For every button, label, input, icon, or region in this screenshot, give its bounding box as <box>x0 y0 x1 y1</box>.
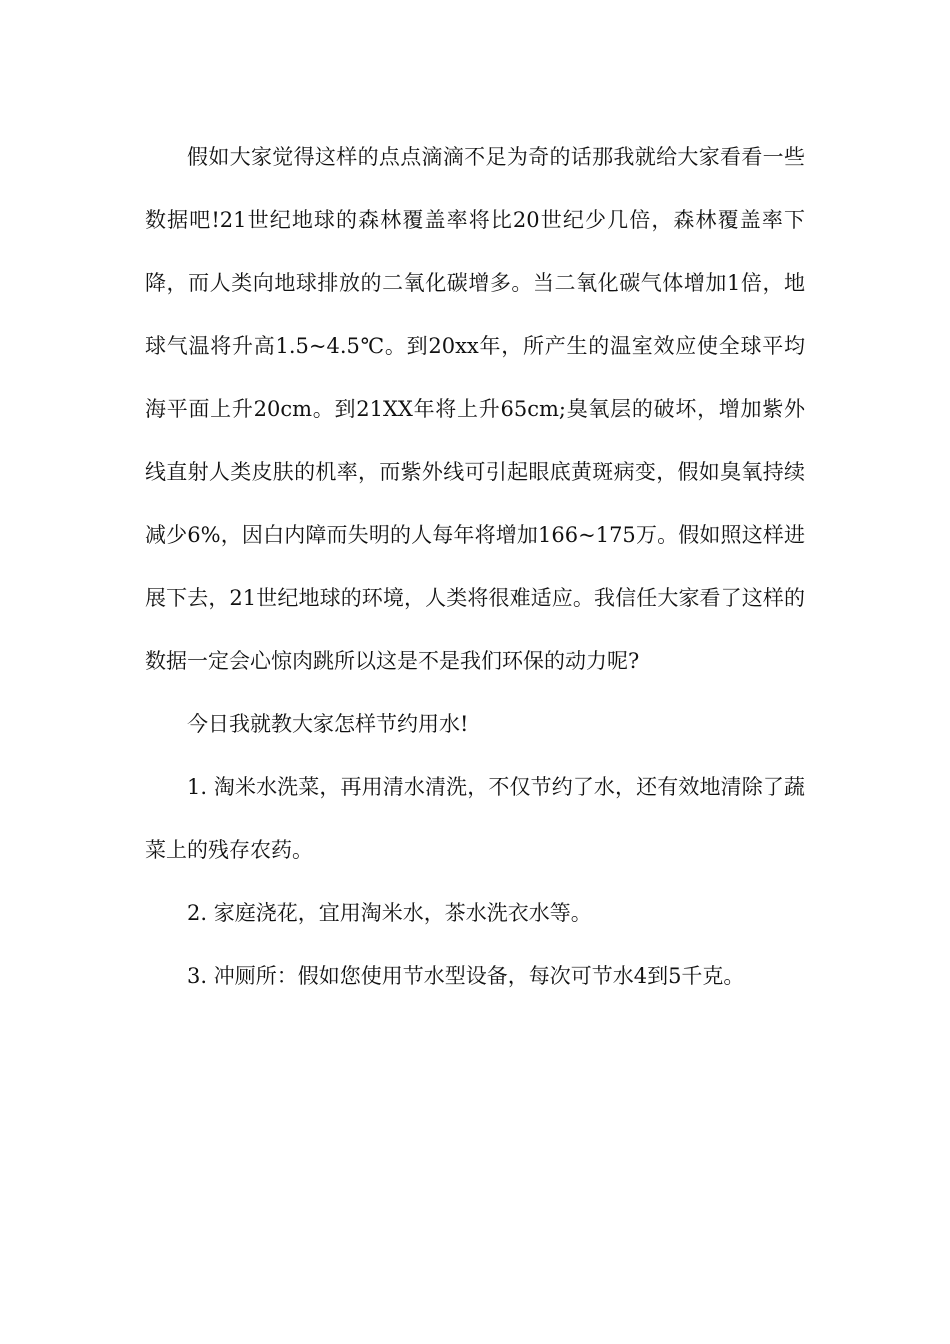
list-item-watering-flowers: 2. 家庭浇花，宜用淘米水，茶水洗衣水等。 <box>187 901 592 925</box>
list-item-toilet-flushing: 3. 冲厕所：假如您使用节水型设备，每次可节水4到5千克。 <box>187 964 745 988</box>
document-body <box>145 126 805 1008</box>
paragraph-data-intro: 假如大家觉得这样的点点滴滴不足为奇的话那我就给大家看看一些数据吧!21世纪地球的森林覆盖率将比20世纪少几倍，森林覆盖率下降，而人类向地球排放的二氧化碳增多。当二氧化碳气体增加1倍，地球气温将升高1.5~4.5℃。到20xx年，所产生的温室效应使全球平均海平面上升20cm。到21XX年将上升65cm;臭氧层的破坏，增加紫外线直射人类皮肤的机率，而紫外线可引起眼底黄斑病变，假如臭氧持续减少6%，因白内障而失明的人每年将增加166~175万。假如照这样进展下去，21世纪地球的环境，人类将很难适应。我信任大家看了这样的数据一定会心惊肉跳所以这是不是我们环保的动力呢? <box>145 145 805 673</box>
list-item-rice-water: 1. 淘米水洗菜，再用清水清洗，不仅节约了水，还有效地清除了蔬菜上的残存农药。 <box>145 775 805 862</box>
paragraph-water-saving-intro: 今日我就教大家怎样节约用水! <box>187 712 469 736</box>
